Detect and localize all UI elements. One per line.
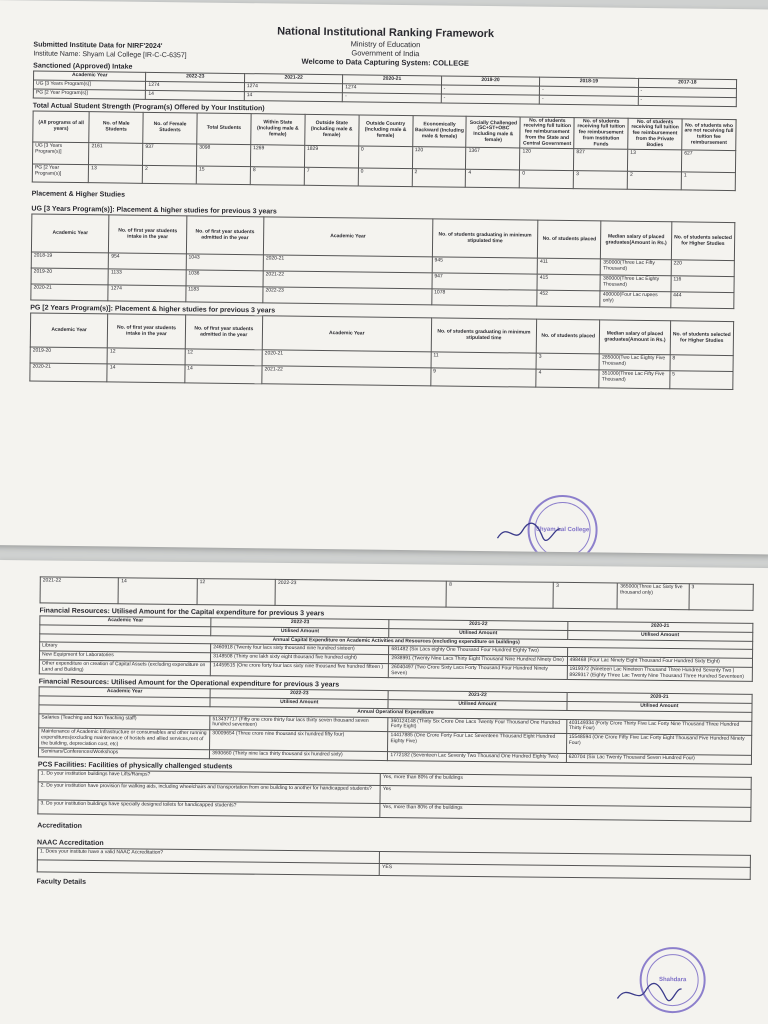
capital-table — [39, 615, 754, 682]
table-cell: 11 — [431, 352, 537, 369]
table-cell: 498468 (Four Lac Ninety Eight Thousand Four Hundred Sixty Eight) — [567, 656, 752, 667]
pg-placement-table — [29, 313, 734, 391]
table-cell: 1269 — [250, 145, 304, 168]
table-header-cell: Within State (Including male & female) — [251, 113, 305, 145]
table-cell: 1274 — [244, 83, 343, 93]
table-cell: 1919372 (Nineteen Lac Nineteen Thousand Three Hundred Seventy Two ) 8929317 (Eighty Three Lac Twenty Nine Thousand Three Hundred Seventeen) — [567, 665, 753, 681]
table-cell: 1829 — [304, 146, 358, 169]
table-cell: 285000(Two Lac Eighty Five Thousand) — [599, 354, 669, 371]
table-header-cell: Academic Year — [262, 316, 431, 352]
table-cell: 627 — [681, 150, 735, 173]
table-cell: 9 — [431, 368, 537, 387]
table-cell: 14 — [118, 578, 197, 605]
table-cell: 3. Do your institution buildings have specially designed toilets for handicapped students? — [38, 800, 380, 818]
table-cell: 1772182 (Seventeen Lac Seventy Two Thousand One Hundred Eighty Two) — [388, 752, 566, 763]
table-cell: 415 — [537, 275, 600, 292]
table-cell: 1036 — [186, 270, 264, 287]
table-header-cell: (All programs of all years) — [33, 111, 90, 143]
table-cell: 2. Do your institution have provision for walking aids, including wheelchairs and transportation from one building to another for handicapped students? — [38, 782, 380, 804]
table-row — [40, 577, 753, 610]
strength-table — [32, 110, 737, 191]
table-cell: PG [2 Year Program(s)] — [32, 164, 88, 183]
naac-title: NAAC Accreditation — [37, 839, 104, 848]
table-cell: Yes, more than 80% of the buildings — [380, 803, 751, 821]
pg-placement-continued — [40, 576, 754, 610]
table-header-cell: 2017-18 — [638, 79, 737, 89]
table-cell: 2938991 (Twenty Nine Lacs Thirty Eight Thousand Nine Hundred Ninety One) — [389, 655, 567, 666]
table-header-cell: Academic Year — [30, 313, 108, 348]
operational-table — [38, 687, 753, 765]
table-cell: 30009654 (Three crore nine thousand six hundred fifty four) — [210, 730, 388, 752]
table-cell: 1133 — [108, 269, 186, 286]
table-header-cell: Utilised Amount — [210, 698, 388, 709]
table-header-cell: No. of students receiving full tuition fee reimbursement from the State and Central Government — [520, 117, 574, 149]
table-cell: 4 — [466, 170, 520, 189]
welcome-line: Welcome to Data Capturing System: COLLEGE — [301, 56, 470, 68]
table-cell: 2 — [627, 172, 681, 191]
table-cell: Maintenance of Academic Infrastructure or consumables and other running expenditures(excluding maintenance of hostels and allied services,rent of the building, depreciation cost, etc) — [39, 728, 210, 750]
table-cell: 2019-20 — [30, 347, 108, 364]
table-cell: 12 — [185, 349, 263, 366]
table-header-cell: No. of students selected for Higher Studies — [670, 321, 734, 356]
table-header-cell: No. of students placed — [538, 221, 602, 260]
table-header-cell: 2022-23 — [211, 618, 389, 629]
table-cell: 947 — [432, 273, 538, 290]
table-cell: 8 — [446, 581, 553, 608]
signature-image — [492, 516, 562, 547]
table-cell: UG [3 Years Program(s)] — [33, 80, 146, 90]
table-cell: Yes, more than 80% of the buildings — [380, 773, 751, 789]
question-cell: 1. Does your institute have a valid NAAC Accreditation? — [37, 848, 379, 864]
table-header-cell: 2020-21 — [567, 621, 752, 632]
operational-title: Financial Resources: Utilised Amount for the Operational expenditure for previous 3 years — [38, 678, 340, 689]
table-header-cell: No. of students graduating in minimum stipulated time — [432, 219, 538, 258]
table-header-cell: No. of first year students intake in the year — [109, 215, 187, 254]
table-cell: 351000(Three Lac Fifty Five Thousand) — [599, 370, 670, 389]
institute-name: Institute Name: Shyam Lal College [IR-C-C-6357] — [33, 50, 187, 60]
table-cell: 2161 — [89, 143, 143, 166]
table-cell: 945 — [432, 257, 538, 274]
table-header-cell: 2020-21 — [343, 75, 442, 85]
table-header-cell: 2022-23 — [146, 73, 245, 83]
table-cell: 12 — [197, 579, 276, 606]
table-cell: 444 — [670, 292, 733, 309]
table-cell: 2020-21 — [262, 350, 431, 368]
table-header-cell: No. of Female Students — [143, 112, 197, 144]
table-header-cell: Economically Backward (Including male & female) — [412, 115, 466, 147]
table-cell: 14 — [146, 90, 245, 100]
table-header-cell: 2021-22 — [388, 691, 566, 702]
table-cell: 120 — [412, 147, 466, 170]
table-cell: 8 — [670, 355, 733, 372]
table-cell: 2020-21 — [263, 255, 432, 273]
table-cell: Yes — [380, 785, 751, 807]
stamp-text: Shahdara — [658, 976, 687, 984]
pcs-table — [37, 769, 751, 821]
table-cell: 452 — [537, 291, 600, 308]
table-cell: 15 — [196, 166, 250, 185]
table-cell: - — [540, 86, 639, 96]
table-cell: 3 — [689, 584, 753, 611]
table-header-cell: Total Students — [197, 113, 251, 145]
table-header-cell: Median salary of placed graduates(Amount in Rs.) — [600, 320, 671, 355]
table-cell: 116 — [671, 276, 734, 293]
table-cell: 0 — [520, 170, 574, 189]
table-cell: PG [2 Year Program(s)] — [33, 89, 146, 99]
table-cell: Library — [40, 642, 211, 653]
table-cell: - — [539, 95, 638, 105]
table-cell: 220 — [671, 260, 734, 277]
table-cell: 15548594 (One Crore Fifty Five Lac Forty Eight Thousand Five Hundred Ninety Four) — [566, 733, 752, 755]
table-cell: 0 — [358, 168, 412, 187]
document-page-2 — [0, 560, 768, 1024]
faculty-title: Faculty Details — [36, 878, 87, 886]
table-cell: Other expenditure on creation of Capital Assets (excluding expenditure on Land and Building) — [39, 660, 210, 676]
section-heading: Annual Operational Expenditure — [39, 705, 752, 721]
table-cell: Seminars/Conferences/Workshops — [38, 748, 209, 759]
table-cell: 1274 — [108, 285, 186, 302]
table-cell: 8 — [250, 167, 304, 186]
pcs-title: PCS Facilities: Facilities of physically challenged students — [37, 761, 233, 771]
submitted-label: Submitted Institute Data for NIRF'2024' — [33, 41, 163, 51]
table-cell: 13 — [89, 165, 143, 184]
table-cell: 1183 — [185, 286, 263, 303]
table-cell: 5 — [669, 371, 733, 390]
table-cell: 2018-19 — [31, 252, 109, 269]
table-cell: Salaries (Teaching and Non Teaching staff) — [39, 713, 210, 729]
table-cell: 3 — [553, 582, 617, 609]
pg-placement-title: PG [2 Years Program(s)]: Placement & higher studies for previous 3 years — [30, 304, 276, 315]
table-header-cell: Academic Year — [39, 687, 210, 698]
table-cell: 14 — [107, 364, 185, 383]
table-cell: 4 — [536, 370, 599, 389]
table-cell: 827 — [574, 149, 628, 172]
table-cell: - — [343, 93, 442, 103]
table-header-cell: Outside Country (Including male & female) — [358, 115, 412, 147]
table-cell: 3 — [536, 354, 599, 371]
table-cell: 360124148 (Thirty Six Crore One Lacs Twenty Four Thousand One Hundred Forty Eight) — [388, 717, 566, 733]
table-cell: 380000(Three Lac Eighty Thousand) — [600, 275, 670, 292]
table-cell: 14417885 (One Crore Forty Four Lac Seventeen Thousand Eight Hundred Eighty Five) — [388, 732, 566, 754]
table-header-cell: Utilised Amount — [567, 701, 752, 712]
table-header-cell: No. of first year students admitted in the year — [186, 216, 264, 255]
intake-title: Sanctioned (Approved) Intake — [33, 62, 133, 72]
table-cell: 2020-21 — [30, 363, 108, 382]
table-cell: 2460918 (Twenty four lacs sixty thousand nine hundred sixteen) — [211, 644, 389, 655]
table-cell: 403149334 (Forty Crore Thirty Five Lac Forty Nine Thousand Three Hundred Thirty Four) — [566, 719, 752, 735]
table-header-cell: Academic Year — [31, 214, 109, 253]
table-header-cell: No. of students graduating in minimum stipulated time — [431, 318, 537, 353]
table-cell: 681482 (Six Lacs eighty One Thousand Four Hundred Eighty Two) — [389, 646, 567, 657]
table-header-cell: 2022-23 — [210, 689, 388, 700]
table-cell: 954 — [109, 253, 187, 270]
table-header-cell: Median salary of placed graduates(Amount in Rs.) — [601, 221, 672, 260]
table-cell: - — [638, 87, 737, 97]
table-cell: 2019-20 — [31, 268, 109, 285]
table-cell: - — [441, 94, 540, 104]
table-cell: 411 — [537, 259, 600, 276]
table-header-cell: 2021-22 — [389, 620, 567, 631]
table-cell: 1274 — [146, 81, 245, 91]
table-header-cell: 2020-21 — [567, 693, 752, 704]
table-cell: - — [638, 96, 737, 106]
table-header-cell: Academic Year — [34, 71, 147, 81]
table-cell: UG [3 Years Program(s)] — [32, 142, 88, 165]
table-cell: 14459515 (One crore forty four lacs sixty nine thousand five hundred fifteen ) — [210, 661, 388, 677]
table-cell: 350000(Three Lac Fifty Thousand) — [601, 259, 671, 276]
government-line: Government of India — [351, 48, 420, 59]
table-cell: 365000(Three Lac Sixty five thousand only) — [618, 583, 690, 610]
table-cell: 2021-22 — [40, 577, 119, 604]
table-cell: 1078 — [432, 289, 538, 306]
answer-cell: YES — [379, 863, 750, 879]
strength-title: Total Actual Student Strength (Program(s) Offered by Your Institution) — [32, 102, 265, 112]
ministry-line: Ministry of Education — [350, 39, 421, 50]
table-cell: 3098 — [196, 144, 250, 167]
table-header-cell: 2019-20 — [441, 76, 540, 86]
table-header-cell: Utilised Amount — [388, 700, 566, 711]
table-cell: New Equipment for Laboratories — [39, 651, 210, 662]
table-cell: 2022-23 — [275, 579, 446, 607]
table-cell: 400000(Four Lac rupees only) — [600, 291, 670, 308]
table-cell: - — [441, 85, 540, 95]
placement-title: Placement & Higher Studies — [31, 190, 126, 199]
table-header-cell: No. of students receiving full tuition fee reimbursement from the Private Bodies — [628, 118, 682, 150]
table-header-cell: No. of Male Students — [89, 111, 143, 143]
table-header-cell: No. of students selected for Higher Studies — [671, 222, 735, 261]
ug-placement-title: UG [3 Years Program(s)]: Placement & higher studies for previous 3 years — [31, 205, 277, 216]
table-header-cell: Academic Year — [40, 616, 211, 627]
doc-title: National Institutional Ranking Framework — [277, 25, 495, 41]
table-cell: 1274 — [343, 84, 442, 94]
table-cell: 0 — [358, 146, 412, 169]
accreditation-title: Accreditation — [37, 822, 82, 830]
table-cell: 3930660 (Thirty nine lacs thirty thousand six hundred sixty) — [210, 750, 388, 761]
table-cell: 7 — [304, 168, 358, 187]
table-cell: 2020-21 — [31, 284, 109, 301]
table-cell: 14 — [244, 91, 343, 101]
table-cell: 2021-22 — [263, 271, 432, 289]
table-header-cell: Utilised Amount — [567, 630, 752, 641]
table-cell: 513437717 (Fifty one crore thirty four lacs thirty seven thousand seven hundred seventeen) — [210, 715, 388, 731]
table-header-cell: Academic Year — [263, 217, 432, 257]
table-cell: 2 — [142, 166, 196, 185]
table-header-cell: Utilised Amount — [389, 628, 567, 639]
table-cell: 120 — [520, 148, 574, 171]
table-cell: 26040497 (Two Crore Sixty Lacs Forty Thousand Four Hundred Ninety Seven) — [389, 663, 567, 679]
table-cell: 12 — [107, 348, 185, 365]
table-cell: 13 — [628, 150, 682, 173]
table-header-cell: No. of students who are not receiving full tuition fee reimbursement — [682, 119, 736, 151]
table-cell: 14 — [184, 365, 262, 384]
table-cell: 620704 (Six Lac Twenty Thousand Seven Hundred Four) — [566, 754, 751, 765]
table-cell: 2021-22 — [262, 366, 431, 386]
signature-image — [613, 978, 683, 1009]
table-header-cell: Outside State (Including male & female) — [305, 114, 359, 146]
table-header-cell: Socially Challenged (SC+ST+OBC Including male & female) — [466, 116, 520, 148]
table-cell: 3148508 (Thirty one lakh sixty eight thousand five hundred eight) — [211, 653, 389, 664]
ug-placement-table — [30, 214, 735, 310]
table-header-cell: No. of first year students admitted in the year — [185, 315, 263, 350]
table-header-cell: No. of first year students intake in the year — [108, 314, 186, 349]
table-cell: 2022-23 — [263, 287, 432, 305]
table-cell: 1. Do your institution buildings have Lifts/Ramps? — [38, 770, 380, 786]
capital-title: Financial Resources: Utilised Amount for the Capital expenditure for previous 3 years — [39, 607, 325, 618]
table-header-cell: No. of students receiving full tuition fee reimbursement from Institution Funds — [574, 117, 628, 149]
table-header-cell: 2021-22 — [244, 74, 343, 84]
table-cell: 1367 — [466, 148, 520, 171]
table-cell: 3 — [573, 171, 627, 190]
table-cell: 1043 — [186, 254, 264, 271]
table-cell: 1 — [681, 172, 735, 191]
table-header-cell: No. of students placed — [536, 320, 600, 355]
table-header-cell: 2018-19 — [540, 78, 639, 88]
table-cell: 2 — [412, 169, 466, 188]
section-heading: Annual Capital Expenditure on Academic Activities and Resources (excluding expenditure on buildings) — [40, 633, 753, 649]
stamp-text: Shyam Lal College — [535, 526, 590, 534]
table-header-cell: Utilised Amount — [211, 626, 389, 637]
table-cell: 937 — [143, 144, 197, 167]
